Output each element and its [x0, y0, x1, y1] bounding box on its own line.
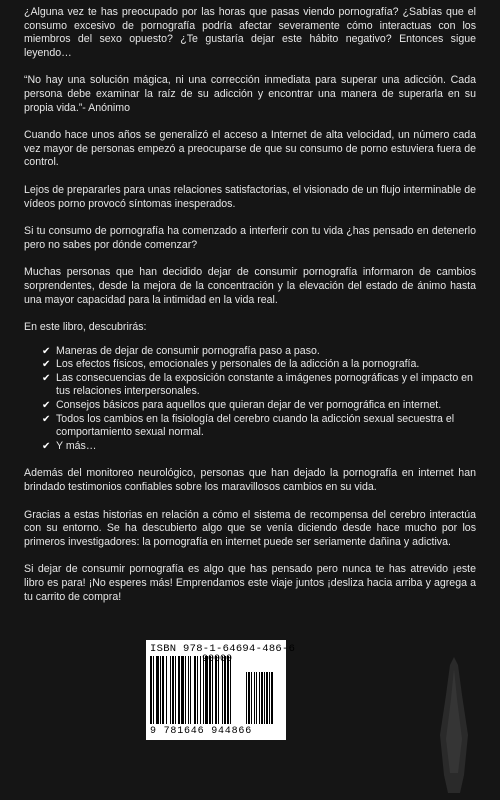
list-item: ✔ Los efectos físicos, emocionales y personales de la adicción a la pornografía.: [42, 358, 420, 371]
checkmark-icon: ✔: [42, 345, 51, 357]
checkmark-icon: ✔: [42, 359, 51, 371]
back-cover-text: [24, 6, 476, 618]
isbn-label: ISBN 978-1-64694-486-6: [150, 643, 296, 655]
paragraph-changes: Muchas personas que han decidido dejar de consumir pornografía informaron de cambios sorprendentes, desde la mejora de la concentración y la elevación del estado de ánimo hasta una mayor capacidad para la intimidad en la vida real.: [24, 266, 476, 306]
barcode-bars: [150, 656, 282, 726]
barcode-digits: 9 781646 944866: [150, 726, 253, 737]
list-item: ✔ Las consecuencias de la exposición constante a imágenes pornográficas y el impacto en tus relaciones interpersonales.: [42, 371, 473, 398]
checkmark-icon: ✔: [42, 372, 51, 384]
price-code: 90000: [202, 654, 233, 665]
checkmark-icon: ✔: [42, 400, 51, 412]
benefits-list: [24, 345, 476, 454]
decorative-figure-icon: [424, 655, 484, 795]
paragraph-question: Si tu consumo de pornografía ha comenzado a interferir con tu vida ¿has pensado en detenerlo pero no sabes por dónde comenzar?: [24, 225, 476, 251]
paragraph-symptoms: Lejos de prepararles para unas relaciones satisfactorias, el visionado de un flujo interminable de vídeos porno provocó síntomas inesperados.: [24, 183, 476, 210]
list-item: ✔ Todos los cambios en la fisiología del cerebro cuando la adicción sexual secuestra el comportamiento sexual normal.: [42, 412, 455, 439]
list-item: ✔ Maneras de dejar de consumir pornografía paso a paso.: [42, 344, 320, 357]
intro-paragraph: ¿Alguna vez te has preocupado por las horas que pasas viendo pornografía? ¿Sabías que el consumo excesivo de pornografía podría afectar severamente cómo interactuas con los miembros del sexo opuesto? ¿Te gustaría dejar este hábito negativo? Entonces sigue leyendo…: [24, 6, 476, 59]
paragraph-testimonials: Además del monitoreo neurológico, personas que han dejado la pornografía en internet han brindado testimonios confiables sobre los maravillosos cambios en su vida.: [24, 467, 476, 494]
paragraph-call-to-action: Si dejar de consumir pornografía es algo que has pensado pero nunca te has atrevido ¡este libro es para! ¡No esperes más! Emprendamos este viaje juntos ¡desliza hacia arriba y agrega a tu carrito de compra!: [24, 563, 476, 603]
paragraph-internet: Cuando hace unos años se generalizó el acceso a Internet de alta velocidad, un número cada vez mayor de personas empezó a preocuparse de que su consumo de porno estuviera fuera de control.: [24, 129, 476, 169]
list-intro: En este libro, descubrirás:: [24, 321, 147, 334]
paragraph-research: Gracias a estas historias en relación a cómo el sistema de recompensa del cerebro interactúa con su entorno. Se ha descubierto algo que se venía diciendo desde hace mucho por los primeros investigadores: la pornografía en internet puede ser seriamente dañina y adictiva.: [24, 508, 476, 548]
list-item: ✔ Consejos básicos para aquellos que quieran dejar de ver pornográfica en internet.: [42, 399, 442, 412]
list-item: ✔ Y más…: [42, 439, 97, 452]
checkmark-icon: ✔: [42, 413, 51, 425]
quote-paragraph: “No hay una solución mágica, ni una corrección inmediata para superar una adicción. Cada persona debe examinar la raíz de su adicción y encontrar una manera de superarla en su propia vida.”- Anónimo: [24, 74, 476, 114]
checkmark-icon: ✔: [42, 440, 51, 452]
